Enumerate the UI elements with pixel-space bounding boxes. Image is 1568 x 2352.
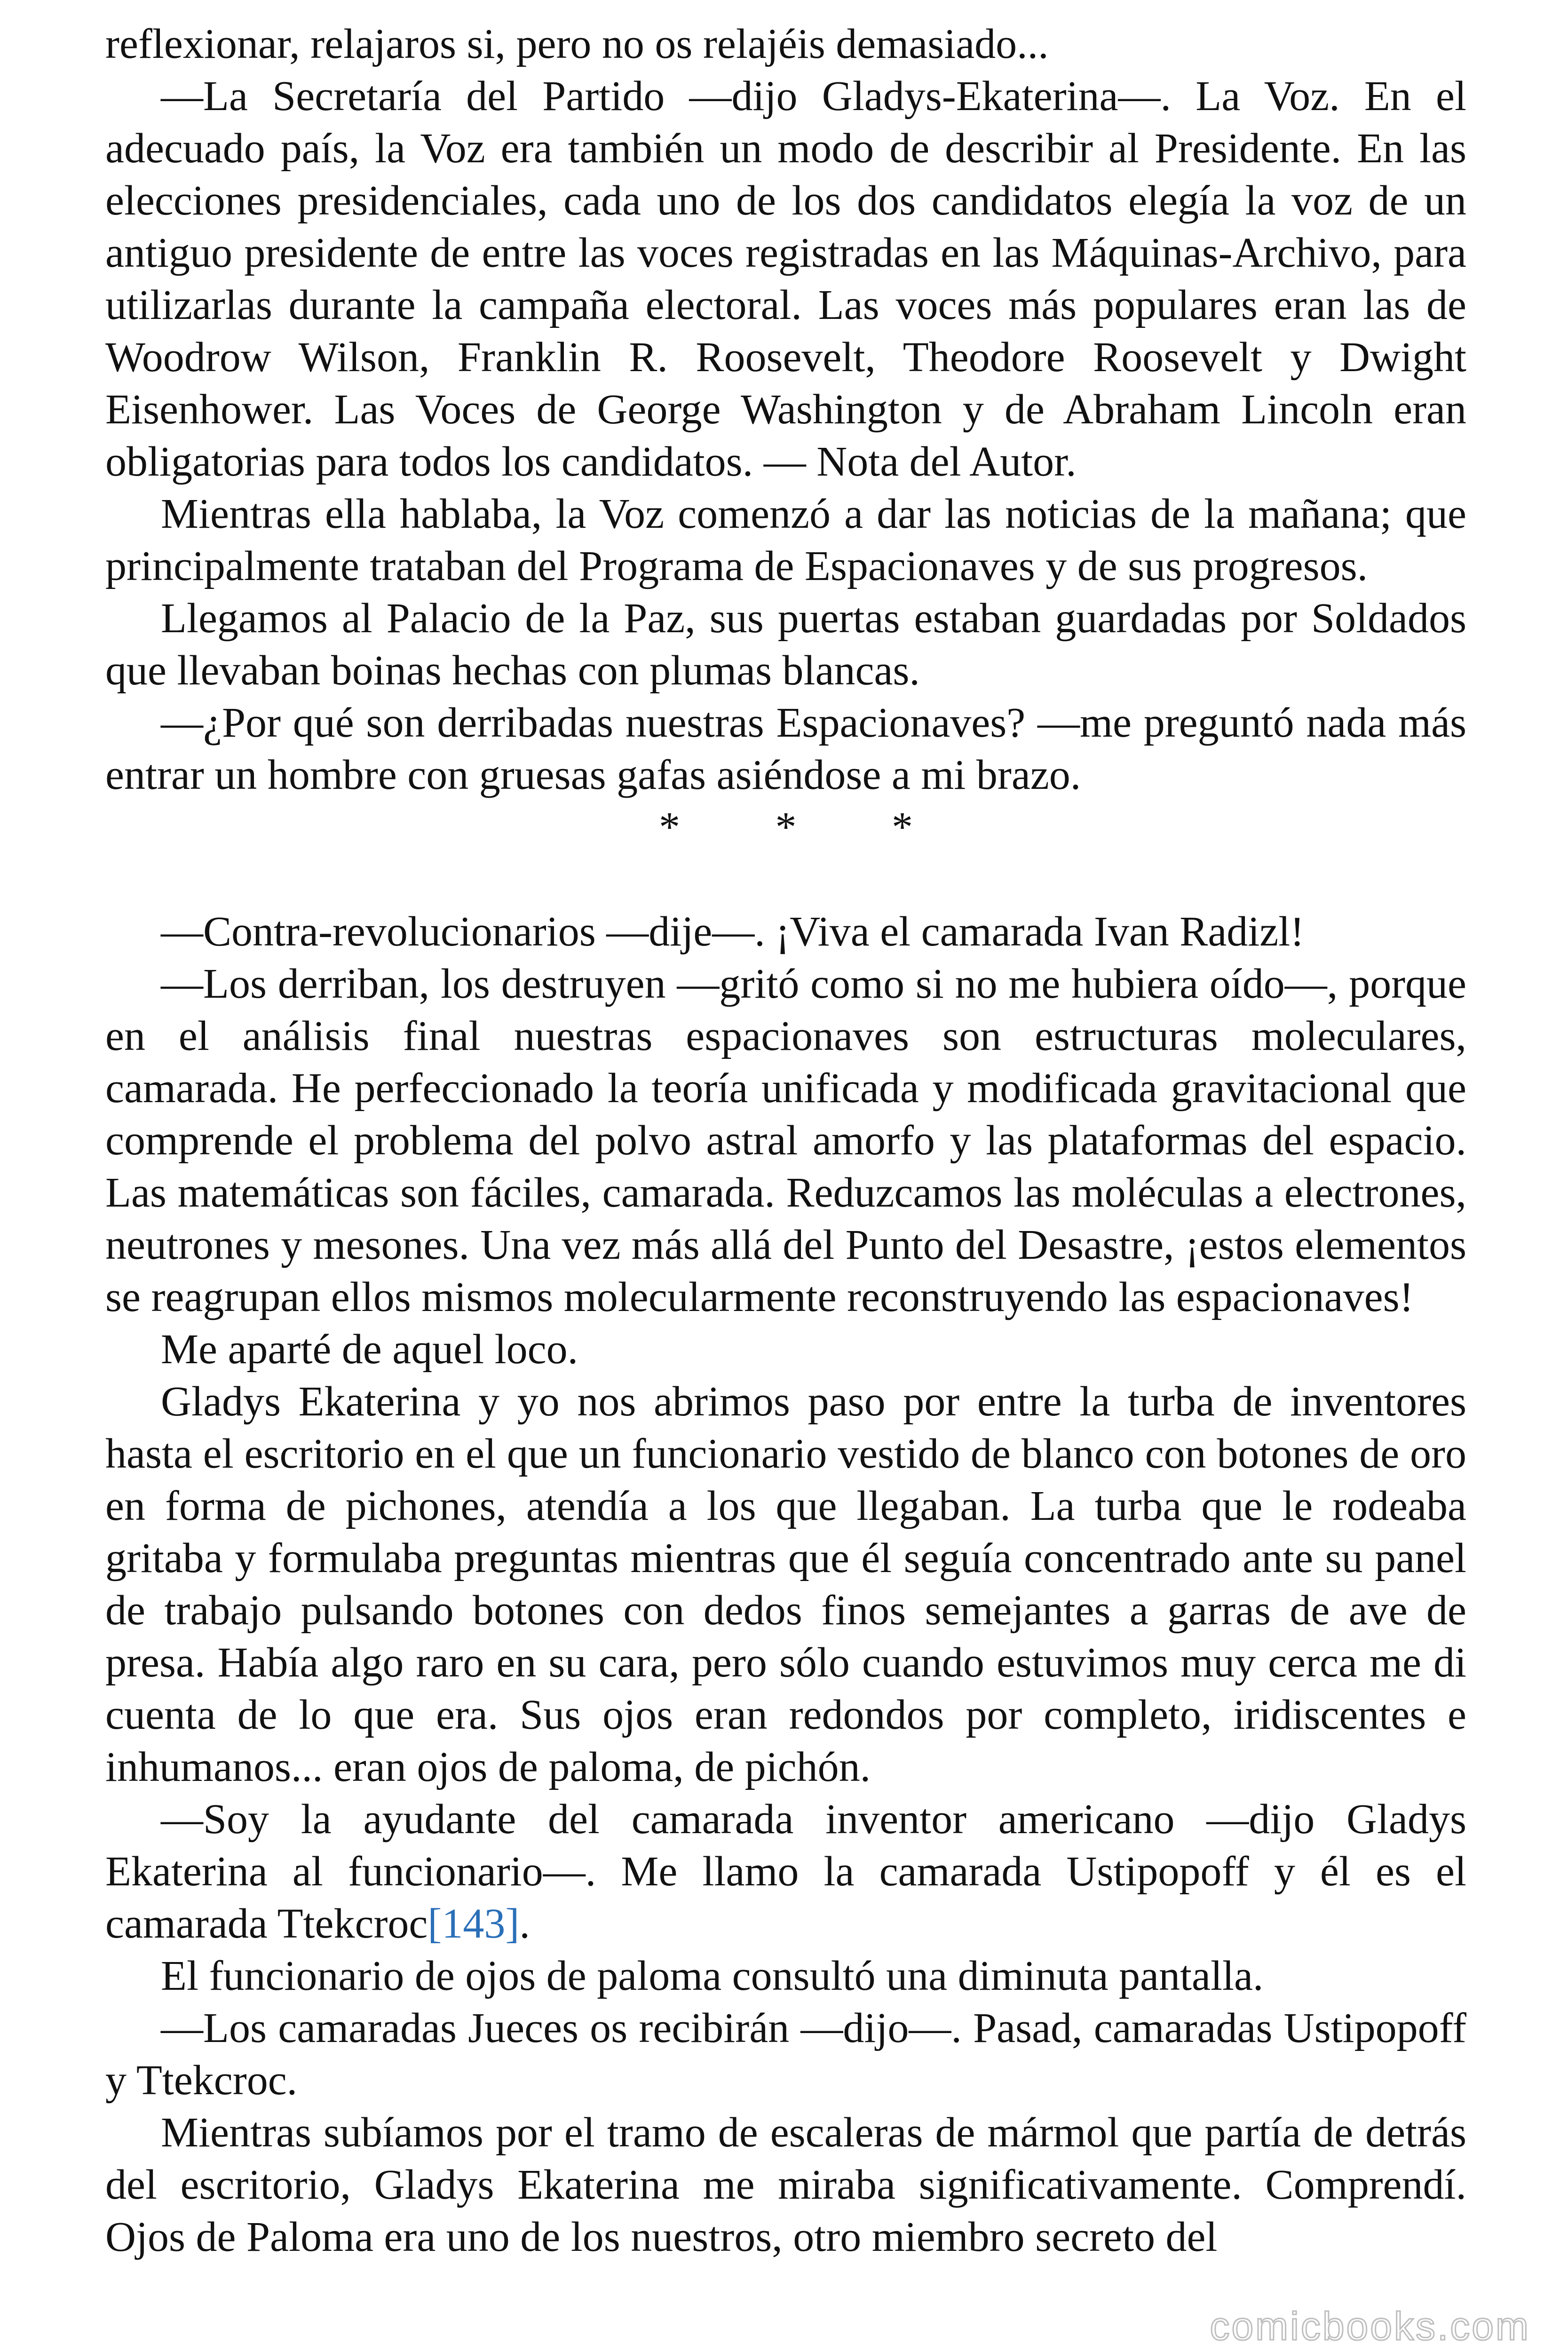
- paragraph-text: —Soy la ayudante del camarada inventor americano —dijo Gladys Ekaterina al funcionario—. Me llamo la camarada Ustipopoff y él es el camarada Ttekcroc: [105, 1796, 1466, 1947]
- paragraph: Me aparté de aquel loco.: [161, 1326, 578, 1373]
- paragraph: —¿Por qué son derribadas nuestras Espacionaves? —me preguntó nada más entrar un hombre con gruesas gafas asiéndose a mi brazo.: [105, 699, 1466, 798]
- paragraph: —La Secretaría del Partido —dijo Gladys-Ekaterina—. La Voz. En el adecuado país, la Voz era también un modo de describir al Presidente. En las elecciones presidenciales, cada uno de los dos candidatos elegía la voz de un antiguo presidente de entre las voces registradas en las Máquinas-Archivo, para utilizarlas durante la campaña electoral. Las voces más populares eran las de Woodrow Wilson, Franklin R. Roosevelt, Theodore Roosevelt y Dwight Eisenhower. Las Voces de George Washington y de Abraham Lincoln eran obligatorias para todos los candidatos. — Nota del Autor.: [105, 73, 1466, 485]
- paragraph: Mientras ella hablaba, la Voz comenzó a dar las noticias de la mañana; que principalmente trataban del Programa de Espacionaves y de sus progresos.: [105, 491, 1466, 589]
- paragraph: Gladys Ekaterina y yo nos abrimos paso por entre la turba de inventores hasta el escritorio en el que un funcionario vestido de blanco con botones de oro en forma de pichones, atendía a los que llegaban. La turba que le rodeaba gritaba y formulaba preguntas mientras que él seguía concentrado ante su panel de trabajo pulsando botones con dedos finos semejantes a garras de ave de presa. Había algo raro en su cara, pero sólo cuando estuvimos muy cerca me di cuenta de lo que era. Sus ojos eran redondos por completo, iridiscentes e inhumanos... eran ojos de paloma, de pichón.: [105, 1378, 1466, 1790]
- paragraph: —Contra-revolucionarios —dije—. ¡Viva el camarada Ivan Radizl!: [161, 908, 1305, 955]
- page-text: [105, 18, 1466, 2263]
- paragraph: —Los derriban, los destruyen —gritó como si no me hubiera oído—, porque en el análisis final nuestras espacionaves son estructuras moleculares, camarada. He perfeccionado la teoría unificada y modificada gravitacional que comprende el problema del polvo astral amorfo y las plataformas del espacio. Las matemáticas son fáciles, camarada. Reduzcamos las moléculas a electrones, neutrones y mesones. Una vez más allá del Punto del Desastre, ¡estos elementos se reagrupan ellos mismos molecularmente reconstruyendo las espacionaves!: [105, 961, 1466, 1320]
- paragraph-with-footnote: [105, 1793, 1466, 1950]
- section-separator: * * *: [659, 804, 955, 850]
- paragraph: El funcionario de ojos de paloma consultó una diminuta pantalla.: [161, 1953, 1264, 1999]
- watermark-logo: comicbooks.com: [1210, 2304, 1530, 2348]
- paragraph: reflexionar, relajaros si, pero no os relajéis demasiado...: [105, 21, 1049, 67]
- paragraph: —Los camaradas Jueces os recibirán —dijo—. Pasad, camaradas Ustipopoff y Ttekcroc.: [105, 2005, 1466, 2104]
- paragraph-end: .: [519, 1900, 530, 1947]
- paragraph: Llegamos al Palacio de la Paz, sus puertas estaban guardadas por Soldados que llevaban boinas hechas con plumas blancas.: [105, 595, 1466, 694]
- paragraph: Mientras subíamos por el tramo de escaleras de mármol que partía de detrás del escritorio, Gladys Ekaterina me miraba significativamente. Comprendí. Ojos de Paloma era uno de los nuestros, otro miembro secreto del: [105, 2109, 1466, 2260]
- footnote-link[interactable]: [143]: [428, 1900, 520, 1947]
